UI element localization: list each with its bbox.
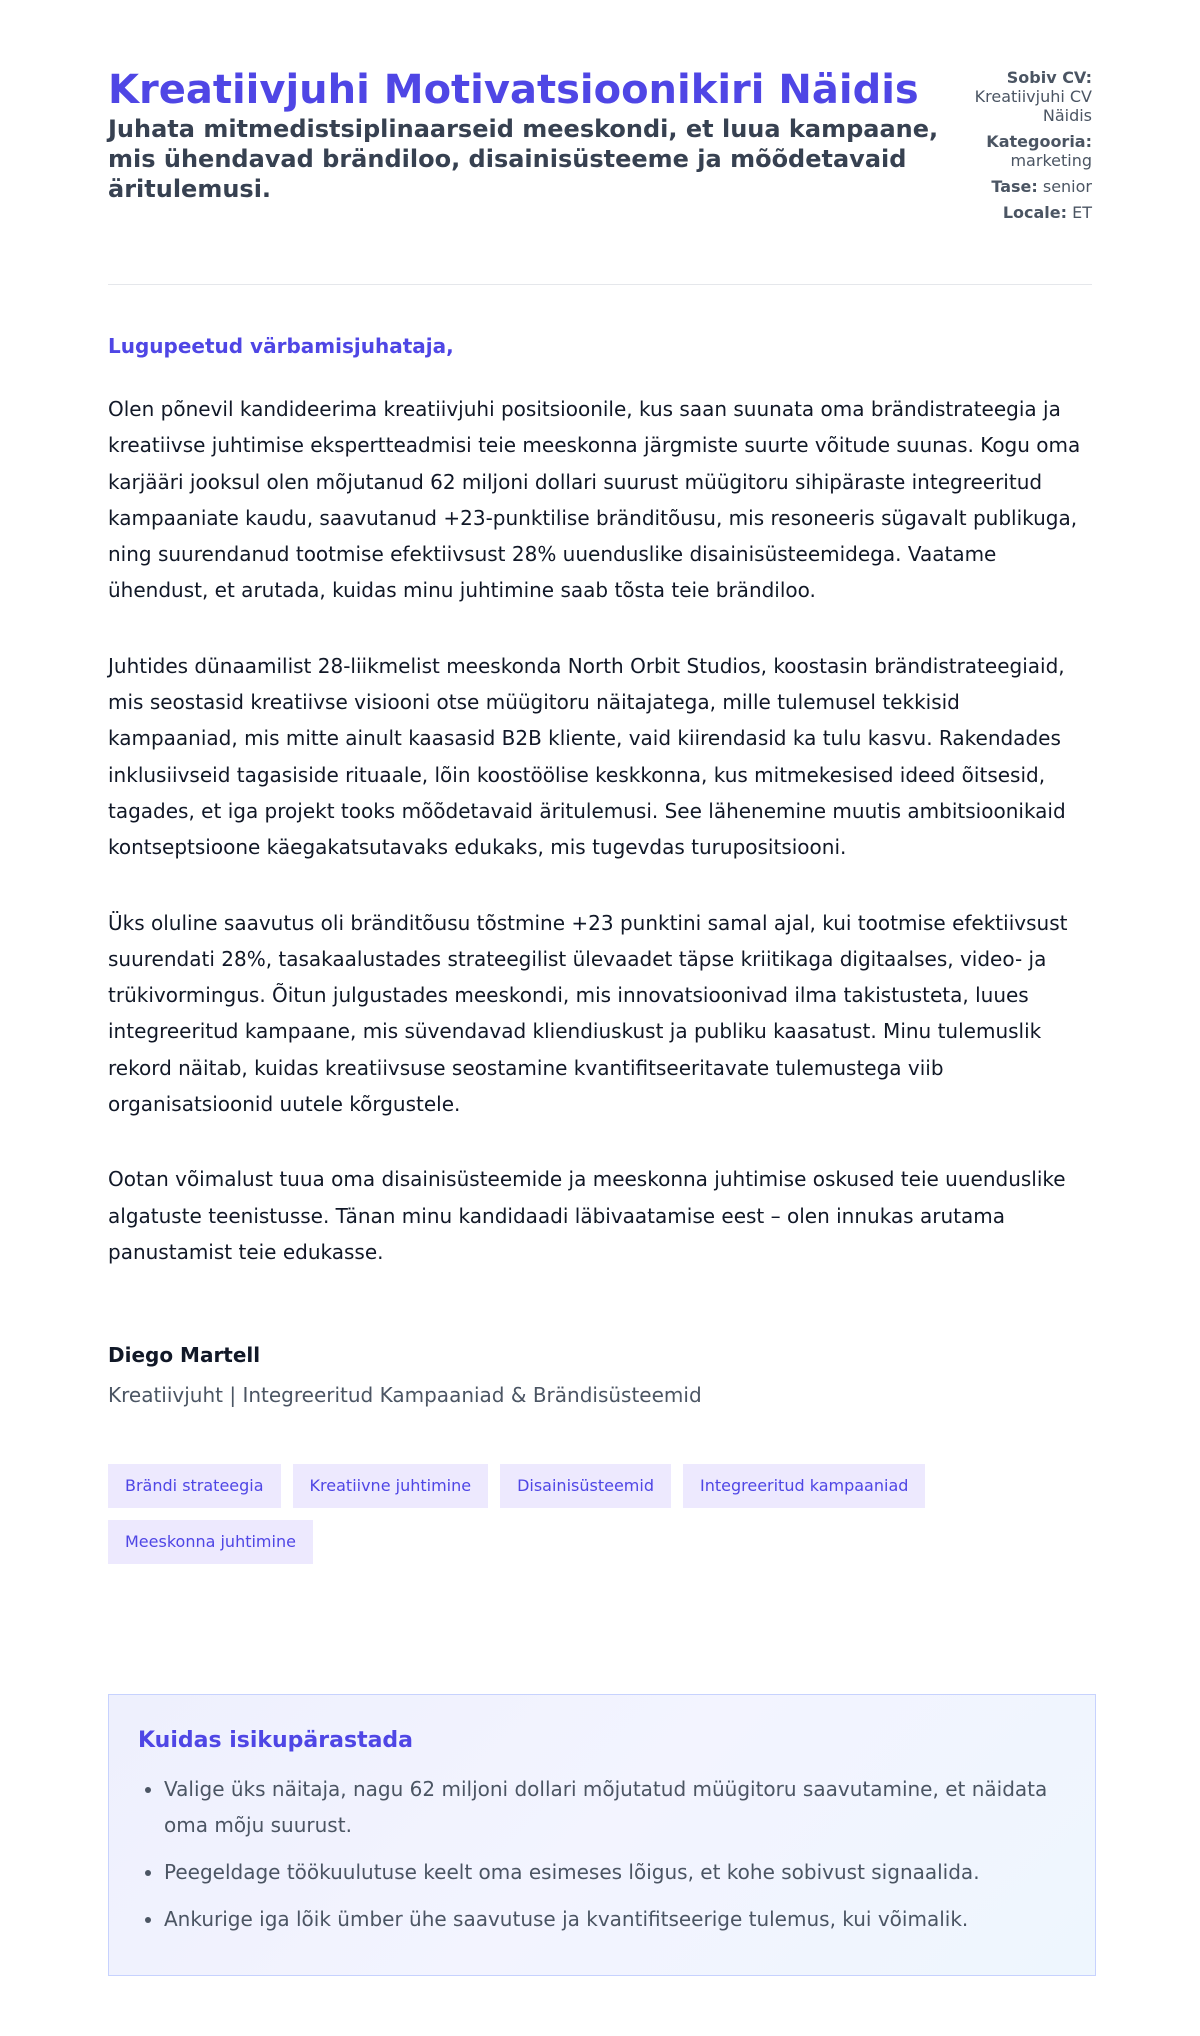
personalization-tips-box <box>108 1694 1096 1976</box>
tip-item: • Valige üks näitaja, nagu 62 miljoni dollari mõjutatud müügitoru saavutamine, et näidata oma mõju suurust. <box>164 1771 1066 1843</box>
meta-level-value: senior <box>1042 177 1092 196</box>
document-header <box>108 66 1092 285</box>
header-titles <box>108 66 944 204</box>
meta-level-label: Tase: <box>991 177 1038 196</box>
page-title: Kreatiivjuhi Motivatsioonikiri Näidis <box>108 67 919 113</box>
meta-locale-value: ET <box>1072 203 1092 222</box>
tips-title: Kuidas isikupärastada <box>138 1728 414 1753</box>
letter-greeting: Lugupeetud värbamisjuhataja, <box>108 334 454 358</box>
page-subtitle: Juhata mitmedistsiplinaarseid meeskondi, et luua kampaane, mis ühendavad brändiloo, disainisüsteeme ja mõõdetavaid äritulemusi. <box>108 115 939 203</box>
meta-level <box>944 177 1092 196</box>
skill-tag[interactable]: Kreatiivne juhtimine <box>293 1464 489 1508</box>
skill-tags <box>108 1464 1092 1564</box>
skill-tag[interactable]: Integreeritud kampaaniad <box>683 1464 925 1508</box>
signature-name: Diego Martell <box>108 1343 261 1368</box>
signature-role: Kreatiivjuht | Integreeritud Kampaaniad & Brändisüsteemid <box>108 1383 702 1408</box>
meta-cv <box>944 68 1092 125</box>
letter-paragraph-4: Ootan võimalust tuua oma disainisüsteemide ja meeskonna juhtimise oskused teie uuenduslike algatuste teenistusse. Tänan minu kandidaadi läbivaatamise eest – olen innukas arutama panustamist teie edukasse. <box>108 1167 1066 1264</box>
meta-cv-label: Sobiv CV: <box>1006 68 1092 87</box>
meta-category <box>944 132 1092 170</box>
skill-tag[interactable]: Brändi strateegia <box>108 1464 281 1508</box>
letter-paragraph-1: Olen põnevil kandideerima kreatiivjuhi positsioonile, kus saan suunata oma brändistrateegia ja kreatiivse juhtimise ekspertteadmisi teie meeskonna järgmiste suurte võitude suunas. Kogu oma karjääri jooksul olen mõjutanud 62 miljoni dollari suurust müügitoru sihipäraste integreeritud kampaaniate kaudu, saavutanud +23-punktilise bränditõusu, mis resoneeris sügavalt publikuga, ning suurendanud tootmise efektiivsust 28% uuenduslike disainisüsteemidega. Vaatame ühendust, et arutada, kuidas minu juhtimine saab tõsta teie brändiloo. <box>108 397 1081 603</box>
meta-category-label: Kategooria: <box>986 132 1092 151</box>
skill-tag[interactable]: Meeskonna juhtimine <box>108 1520 313 1564</box>
meta-category-value: marketing <box>1010 151 1092 170</box>
tips-list <box>138 1771 1066 1937</box>
tip-item: • Peegeldage töökuulutuse keelt oma esimeses lõigus, et kohe sobivust signaalida. <box>164 1854 1066 1890</box>
tip-item: • Ankurige iga lõik ümber ühe saavutuse ja kvantifitseerige tulemus, kui võimalik. <box>164 1901 1066 1937</box>
meta-panel <box>944 66 1092 229</box>
meta-cv-value[interactable]: Kreatiivjuhi CV Näidis <box>974 87 1092 125</box>
letter-paragraph-3: Üks oluline saavutus oli bränditõusu tõstmine +23 punktini samal ajal, kui tootmise efektiivsust suurendati 28%, tasakaalustades strateegilist ülevaadet täpse kriitikaga digitaalses, video- ja trükivormingus. Õitun julgustades meeskondi, mis innovatsioonivad ilma takistusteta, luues integreeritud kampaane, mis süvendavad kliendiuskust ja publiku kaasatust. Minu tulemuslik rekord näitab, kuidas kreatiivsuse seostamine kvantifitseeritavate tulemustega viib organisatsioonid uutele kõrgustele. <box>108 910 1068 1117</box>
letter-paragraph-2: Juhtides dünaamilist 28-liikmelist meeskonda North Orbit Studios, koostasin brändistrateegiaid, mis seostasid kreatiivse visiooni otse müügitoru näitajatega, mille tulemusel tekkisid kampaaniad, mis mitte ainult kaasasid B2B kliente, vaid kiirendasid ka tulu kasvu. Rakendades inklusiivseid tagasiside rituaale, lõin koostöölise keskkonna, kus mitmekesised ideed õitsesid, tagades, et iga projekt tooks mõõdetavaid äritulemusi. See lähenemine muutis ambitsioonikaid kontseptsioone käegakatsutavaks edukaks, mis tugevdas turupositsiooni. <box>108 653 1066 860</box>
skill-tag[interactable]: Disainisüsteemid <box>500 1464 671 1508</box>
meta-locale-label: Locale: <box>1002 203 1068 222</box>
meta-locale <box>944 203 1092 222</box>
